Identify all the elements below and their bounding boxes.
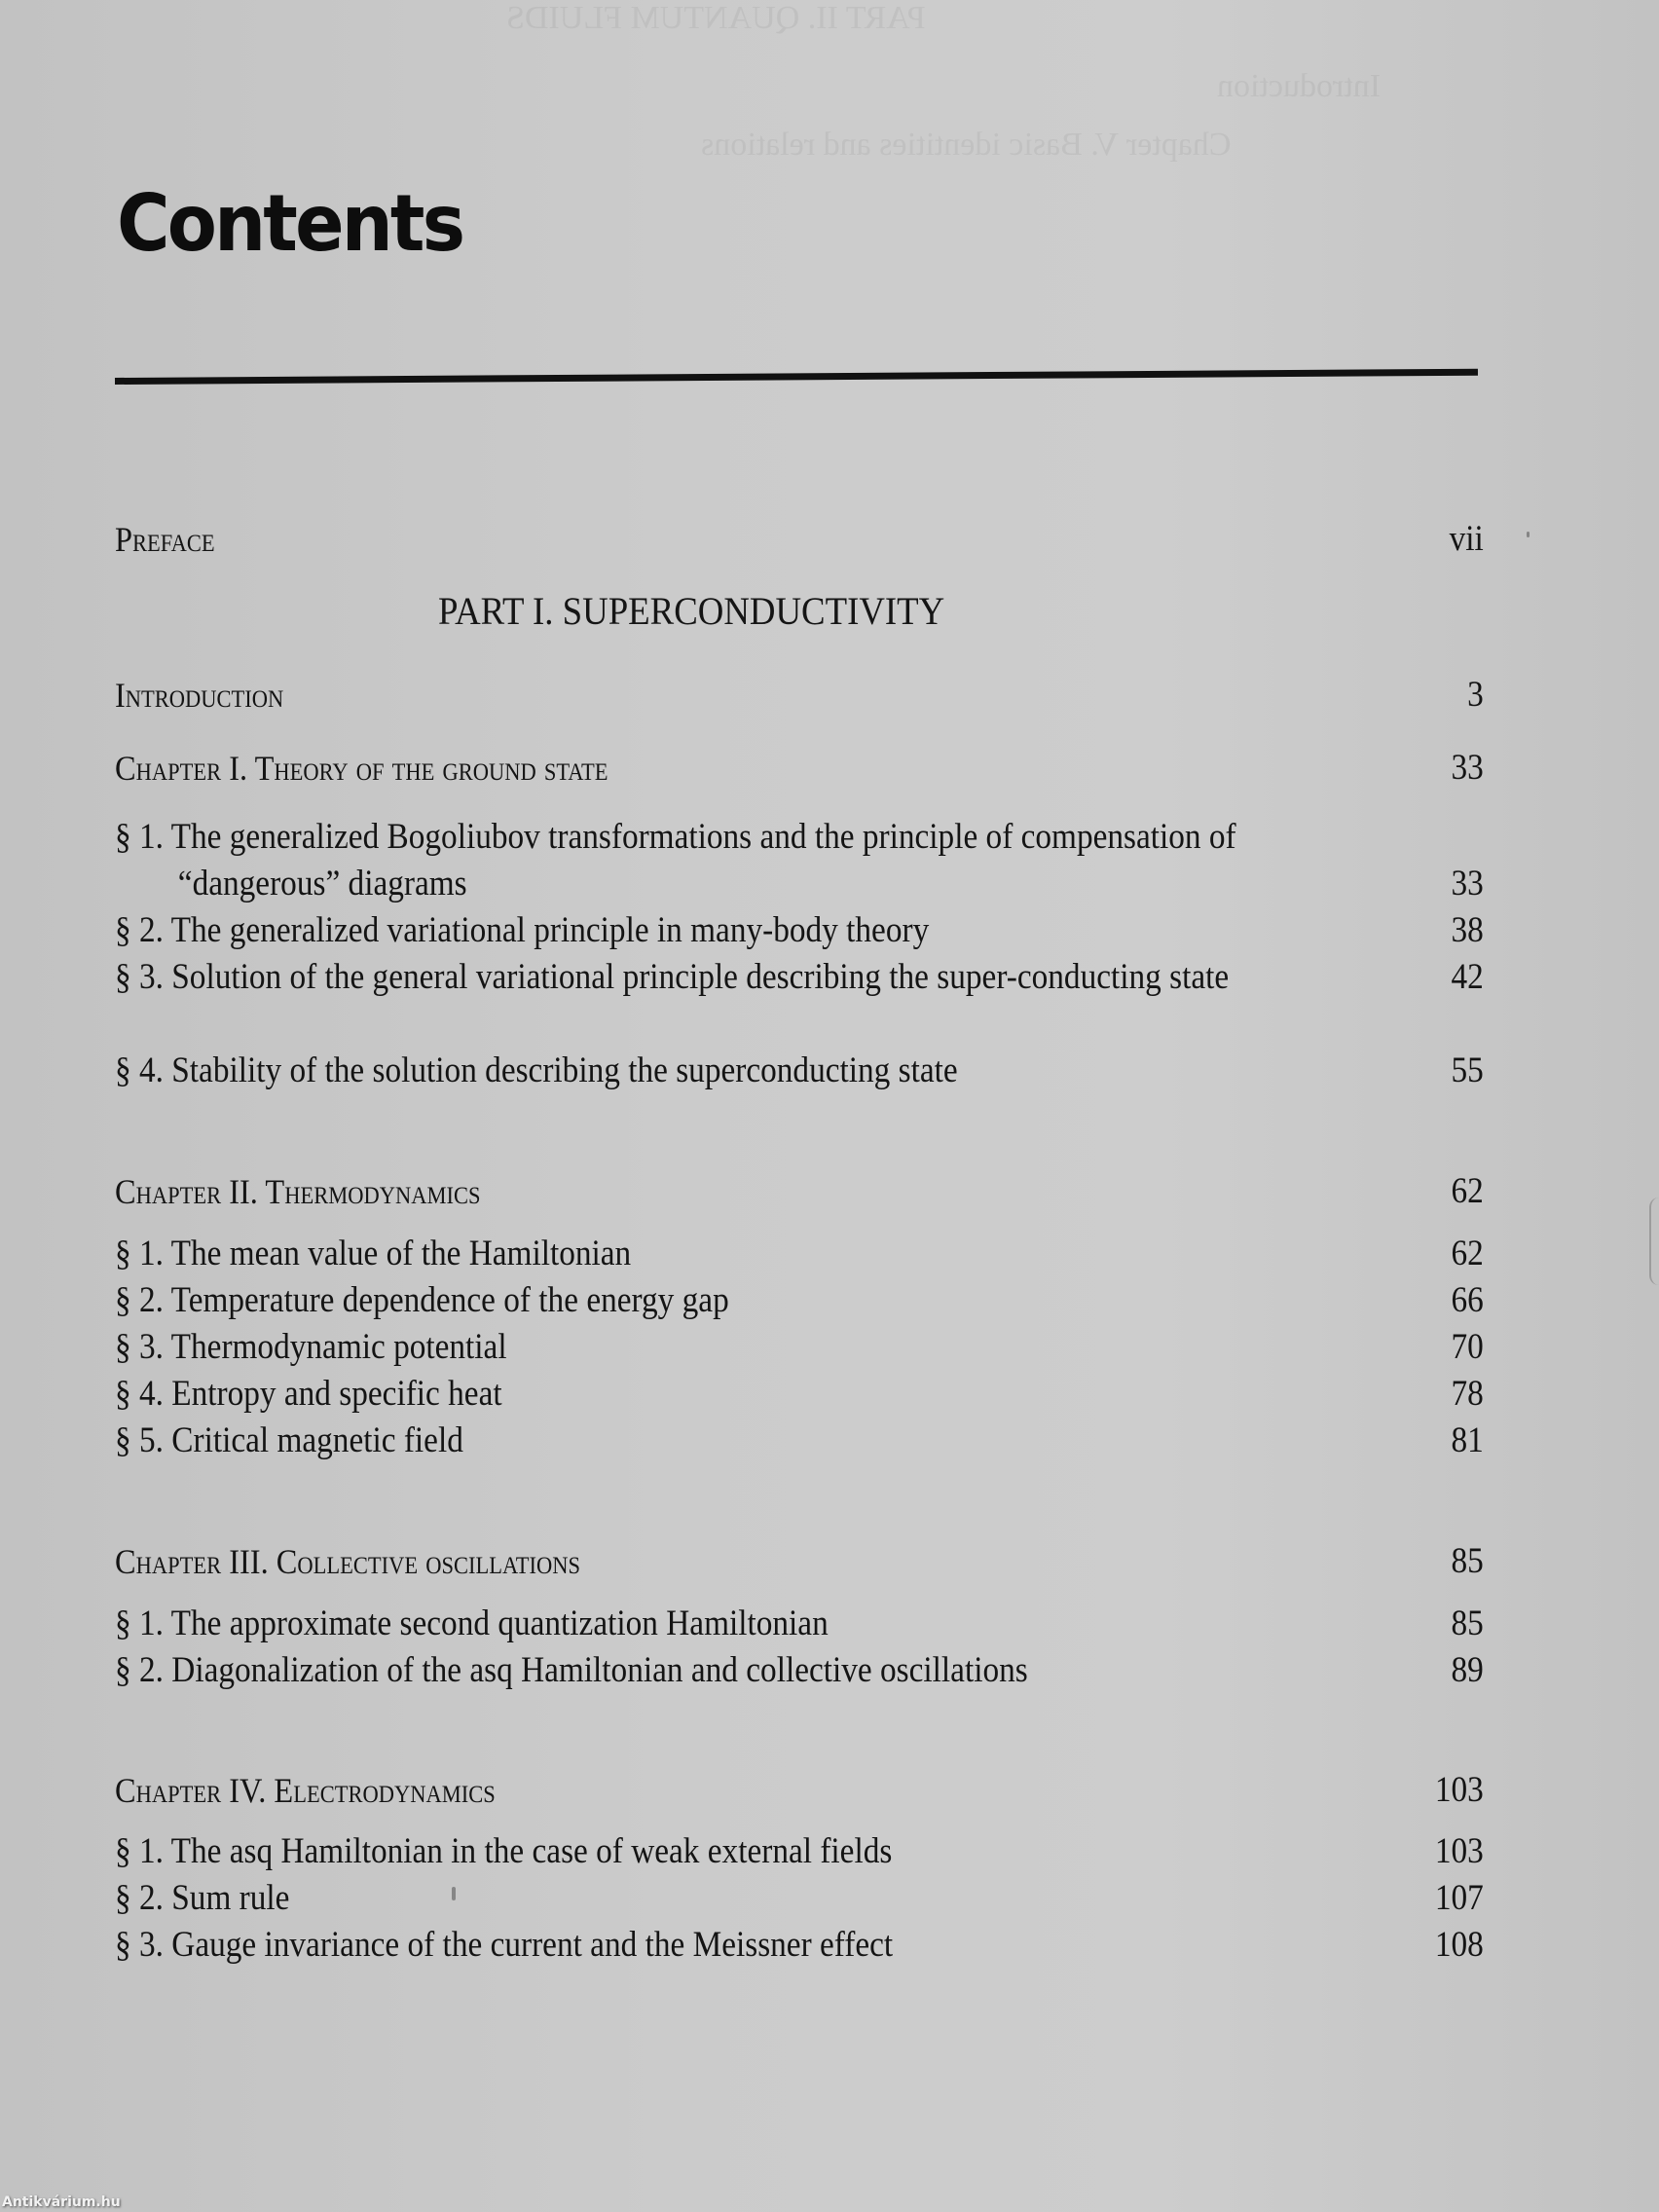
toc-section[interactable] [115,907,1484,954]
toc-page-number: 55 [1451,1051,1484,1090]
section-title: § 4. Stability of the solution describing the superconducting state [115,1051,958,1090]
toc-section[interactable] [115,1277,1484,1324]
chapter-title: Chapter IV. Electrodynamics [115,1771,496,1810]
toc-section[interactable] [115,814,1484,907]
watermark: Antikvárium.hu [2,2194,121,2210]
toc-section[interactable] [115,1601,1484,1647]
part-heading: PART I. SUPERCONDUCTIVITY [438,589,945,633]
toc-section[interactable] [115,1828,1484,1875]
toc-section[interactable] [115,1371,1484,1418]
toc-entry-preface[interactable] [115,516,1484,563]
toc-page-number: 42 [1451,957,1484,997]
toc-section[interactable] [115,1324,1484,1371]
section-title: § 2. Sum rule [115,1878,290,1918]
ink-smudge [452,1887,456,1900]
toc-section[interactable] [115,1647,1484,1694]
toc-chapter-2[interactable] [115,1168,1484,1215]
toc-chapter-1[interactable] [115,745,1484,792]
section-title: § 1. The approximate second quantization Hamiltonian [115,1604,829,1643]
toc-chapter-4[interactable] [115,1767,1484,1814]
section-title: § 2. Temperature dependence of the energy gap [115,1280,729,1320]
section-title: § 1. The generalized Bogoliubov transformations and the principle of compensation of “dangerous” diagrams [115,817,1236,903]
page-edge-shadow [1649,1198,1659,1285]
toc-page-number: 62 [1451,1234,1484,1273]
toc-page-number: 103 [1434,1770,1484,1810]
toc-page-number: 81 [1451,1420,1484,1460]
toc-entry-introduction[interactable] [115,672,1484,719]
toc-entry-label: Preface [115,520,215,559]
toc-section[interactable] [115,1922,1484,1969]
toc-page-number: 33 [1451,748,1484,788]
toc-page-number: 108 [1434,1925,1484,1965]
show-through-line: Introduction [1217,68,1382,104]
section-title: § 4. Entropy and specific heat [115,1374,502,1414]
toc-page-number: vii [1449,519,1484,559]
section-title: § 2. The generalized variational principle in many-body theory [115,910,930,950]
toc-page-number: 103 [1434,1831,1484,1871]
toc-page-number: 89 [1451,1650,1484,1690]
toc-page-number: 107 [1434,1878,1484,1918]
toc-page-number: 3 [1467,675,1484,715]
toc-chapter-3[interactable] [115,1538,1484,1585]
title-divider [115,369,1478,385]
show-through-line: Chapter V. Basic identities and relations [701,127,1232,163]
ink-speck [1527,532,1530,537]
toc-page-number: 38 [1451,910,1484,950]
toc-section[interactable] [115,1048,1484,1094]
toc-page-number: 33 [1451,864,1484,903]
section-title: § 5. Critical magnetic field [115,1420,463,1460]
toc-entry-label: Introduction [115,676,284,715]
toc-section[interactable] [115,1875,1484,1922]
section-title: § 3. Gauge invariance of the current and the Meissner effect [115,1925,894,1965]
chapter-title: Chapter III. Collective oscillations [115,1542,580,1581]
section-title: § 1. The mean value of the Hamiltonian [115,1234,632,1273]
chapter-title: Chapter I. Theory of the ground state [115,749,608,788]
chapter-title: Chapter II. Thermodynamics [115,1172,481,1211]
show-through-heading: PART II. QUANTUM FLUIDS [506,0,926,36]
section-title: § 3. Solution of the general variational principle describing the super-conducting state [115,957,1230,997]
toc-page-number: 78 [1451,1374,1484,1414]
section-title: § 2. Diagonalization of the asq Hamiltonian and collective oscillations [115,1650,1028,1690]
page-title: Contents [117,178,463,269]
toc-section[interactable] [115,1418,1484,1464]
section-title: § 3. Thermodynamic potential [115,1327,507,1367]
toc-section[interactable] [115,954,1484,1001]
toc-section[interactable] [115,1231,1484,1277]
toc-page-number: 62 [1451,1171,1484,1211]
toc-page-number: 66 [1451,1280,1484,1320]
toc-page-number: 85 [1451,1541,1484,1581]
toc-page-number: 70 [1451,1327,1484,1367]
toc-page-number: 85 [1451,1604,1484,1643]
section-title: § 1. The asq Hamiltonian in the case of weak external fields [115,1831,893,1871]
